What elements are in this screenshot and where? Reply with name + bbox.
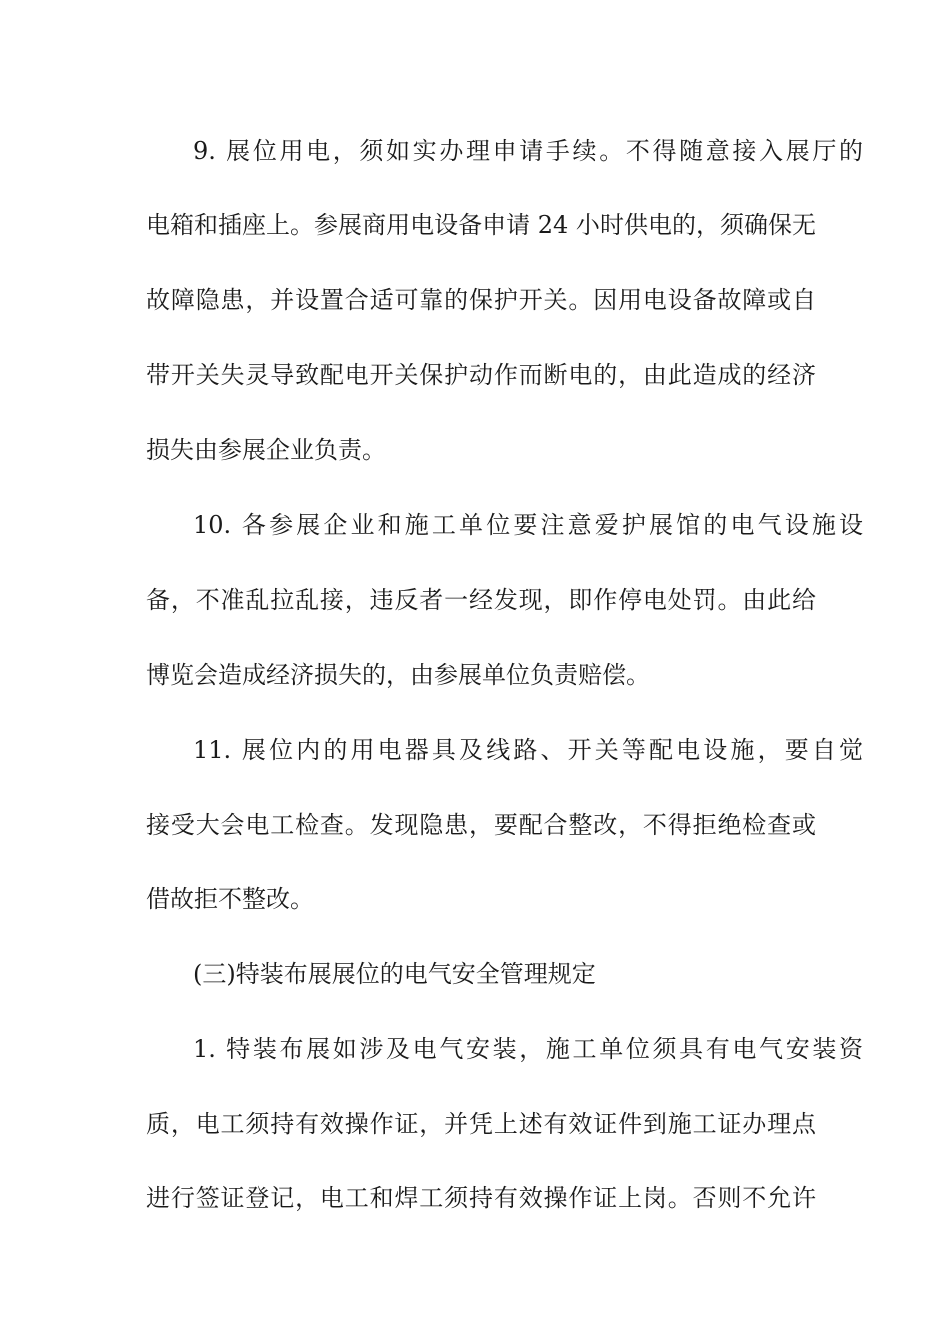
item-10-line-3: 博览会造成经济损失的，由参展单位负责赔偿。 [146,661,650,689]
item-10-line-2: 备，不准乱拉乱接，违反者一经发现，即作停电处罚。由此给 [146,586,816,614]
item-11-line-3: 借故拒不整改。 [146,885,314,913]
item-9-line-3: 故障隐患，并设置合适可靠的保护开关。因用电设备故障或自 [146,286,816,314]
item-10-line-1: 10. 各参展企业和施工单位要注意爱护展馆的电气设施设 [193,511,863,539]
item-11-line-2: 接受大会电工检查。发现隐患，要配合整改，不得拒绝检查或 [146,811,816,839]
section-heading: (三)特装布展展位的电气安全管理规定 [193,960,596,988]
item-1-line-1: 1. 特装布展如涉及电气安装，施工单位须具有电气安装资 [193,1035,863,1063]
item-9-line-2: 电箱和插座上。参展商用电设备申请 24 小时供电的，须确保无 [146,211,816,239]
item-1-line-3: 进行签证登记，电工和焊工须持有效操作证上岗。否则不允许 [146,1184,816,1212]
item-9-line-5: 损失由参展企业负责。 [146,436,386,464]
item-1-line-2: 质，电工须持有效操作证，并凭上述有效证件到施工证办理点 [146,1110,816,1138]
item-9-line-4: 带开关失灵导致配电开关保护动作而断电的，由此造成的经济 [146,361,816,389]
item-9-line-1: 9. 展位用电，须如实办理申请手续。不得随意接入展厅的 [193,137,863,165]
item-11-line-1: 11. 展位内的用电器具及线路、开关等配电设施，要自觉 [193,736,863,764]
